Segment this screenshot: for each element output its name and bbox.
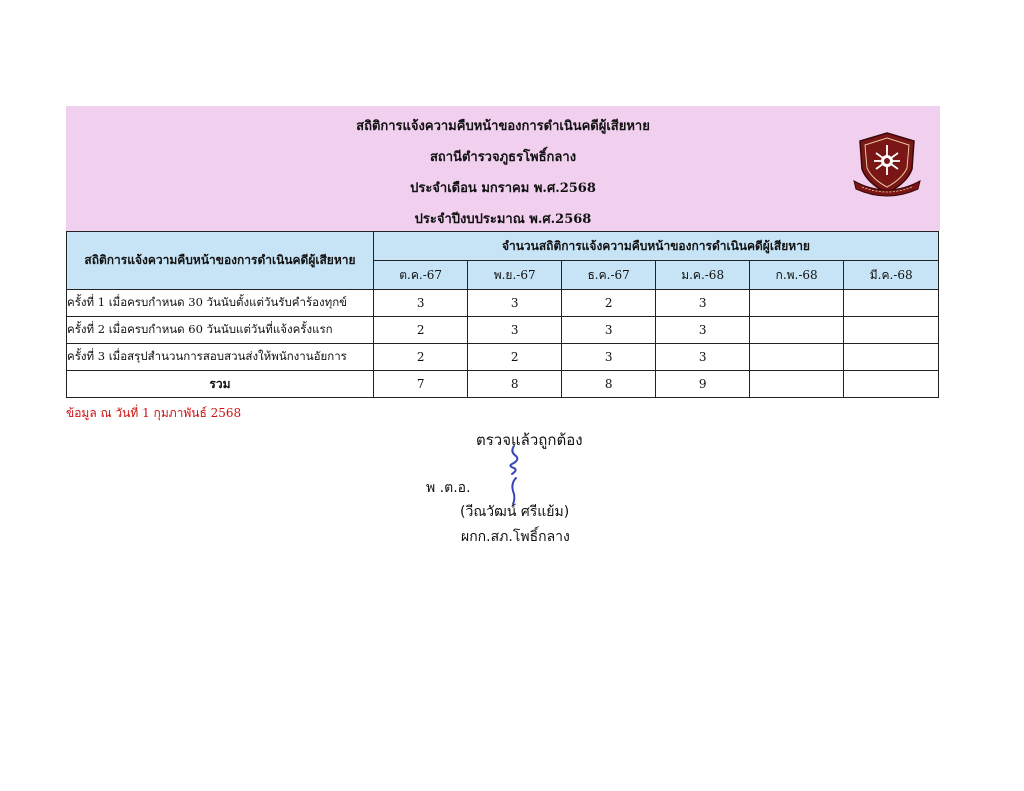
police-emblem-icon [852, 131, 922, 199]
title-line-3: ประจำเดือน มกราคม พ.ศ.2568 [410, 181, 596, 196]
row-label: ครั้งที่ 2 เมื่อครบกำหนด 60 วันนับแต่วันที่แจ้งครั้งแรก [67, 317, 374, 344]
total-cell: 8 [468, 371, 561, 398]
table-cell [844, 344, 939, 371]
table-cell [749, 317, 844, 344]
month-header: ม.ค.-68 [656, 261, 749, 290]
title-line-4: ประจำปีงบประมาณ พ.ศ.2568 [414, 212, 592, 227]
verified-text: ตรวจแล้วถูกต้อง [476, 431, 583, 449]
table-cell: 2 [373, 317, 468, 344]
table-row [67, 290, 939, 317]
table-cell [749, 290, 844, 317]
table-cell: 3 [468, 317, 561, 344]
handwritten-signature [500, 444, 530, 506]
month-header: ธ.ค.-67 [561, 261, 656, 290]
total-label: รวม [67, 371, 374, 398]
table-cell: 3 [561, 344, 656, 371]
table-cell: 3 [561, 317, 656, 344]
total-cell: 7 [373, 371, 468, 398]
total-cell: 8 [561, 371, 656, 398]
table-cell: 2 [373, 344, 468, 371]
officer-rank: พ .ต.อ. [426, 480, 471, 496]
title-line-1: สถิติการแจ้งความคืบหน้าของการดำเนินคดีผู้เสียหาย [356, 119, 650, 134]
stats-table [66, 231, 939, 398]
table-cell: 3 [656, 317, 749, 344]
table-row [67, 317, 939, 344]
month-header: พ.ย.-67 [468, 261, 561, 290]
title-line-2: สถานีตำรวจภูธรโพธิ์กลาง [429, 150, 577, 165]
row-header: สถิติการแจ้งความคืบหน้าของการดำเนินคดีผู้เสียหาย [67, 232, 374, 290]
table-cell: 3 [373, 290, 468, 317]
table-cell: 3 [656, 290, 749, 317]
table-cell: 3 [468, 290, 561, 317]
table-cell: 2 [468, 344, 561, 371]
month-header: ต.ค.-67 [373, 261, 468, 290]
table-cell [749, 344, 844, 371]
total-cell: 9 [656, 371, 749, 398]
data-date-note: ข้อมูล ณ วันที่ 1 กุมภาพันธ์ 2568 [66, 406, 242, 420]
total-cell [749, 371, 844, 398]
total-cell [844, 371, 939, 398]
table-cell: 3 [656, 344, 749, 371]
table-cell: 2 [561, 290, 656, 317]
officer-name: (วีณวัฒน์ ศรีแย้ม) [460, 504, 570, 520]
table-row [67, 344, 939, 371]
table-cell [844, 317, 939, 344]
row-label: ครั้งที่ 3 เมื่อสรุปสำนวนการสอบสวนส่งให้พนักงานอัยการ [67, 344, 374, 371]
row-label: ครั้งที่ 1 เมื่อครบกำหนด 30 วันนับตั้งแต่วันรับคำร้องทุกข์ [67, 290, 374, 317]
month-header: ก.พ.-68 [749, 261, 844, 290]
total-row [67, 371, 939, 398]
table-cell [844, 290, 939, 317]
officer-position: ผกก.สภ.โพธิ์กลาง [461, 529, 570, 545]
month-header: มี.ค.-68 [844, 261, 939, 290]
group-header: จำนวนสถิติการแจ้งความคืบหน้าของการดำเนินคดีผู้เสียหาย [373, 232, 938, 261]
